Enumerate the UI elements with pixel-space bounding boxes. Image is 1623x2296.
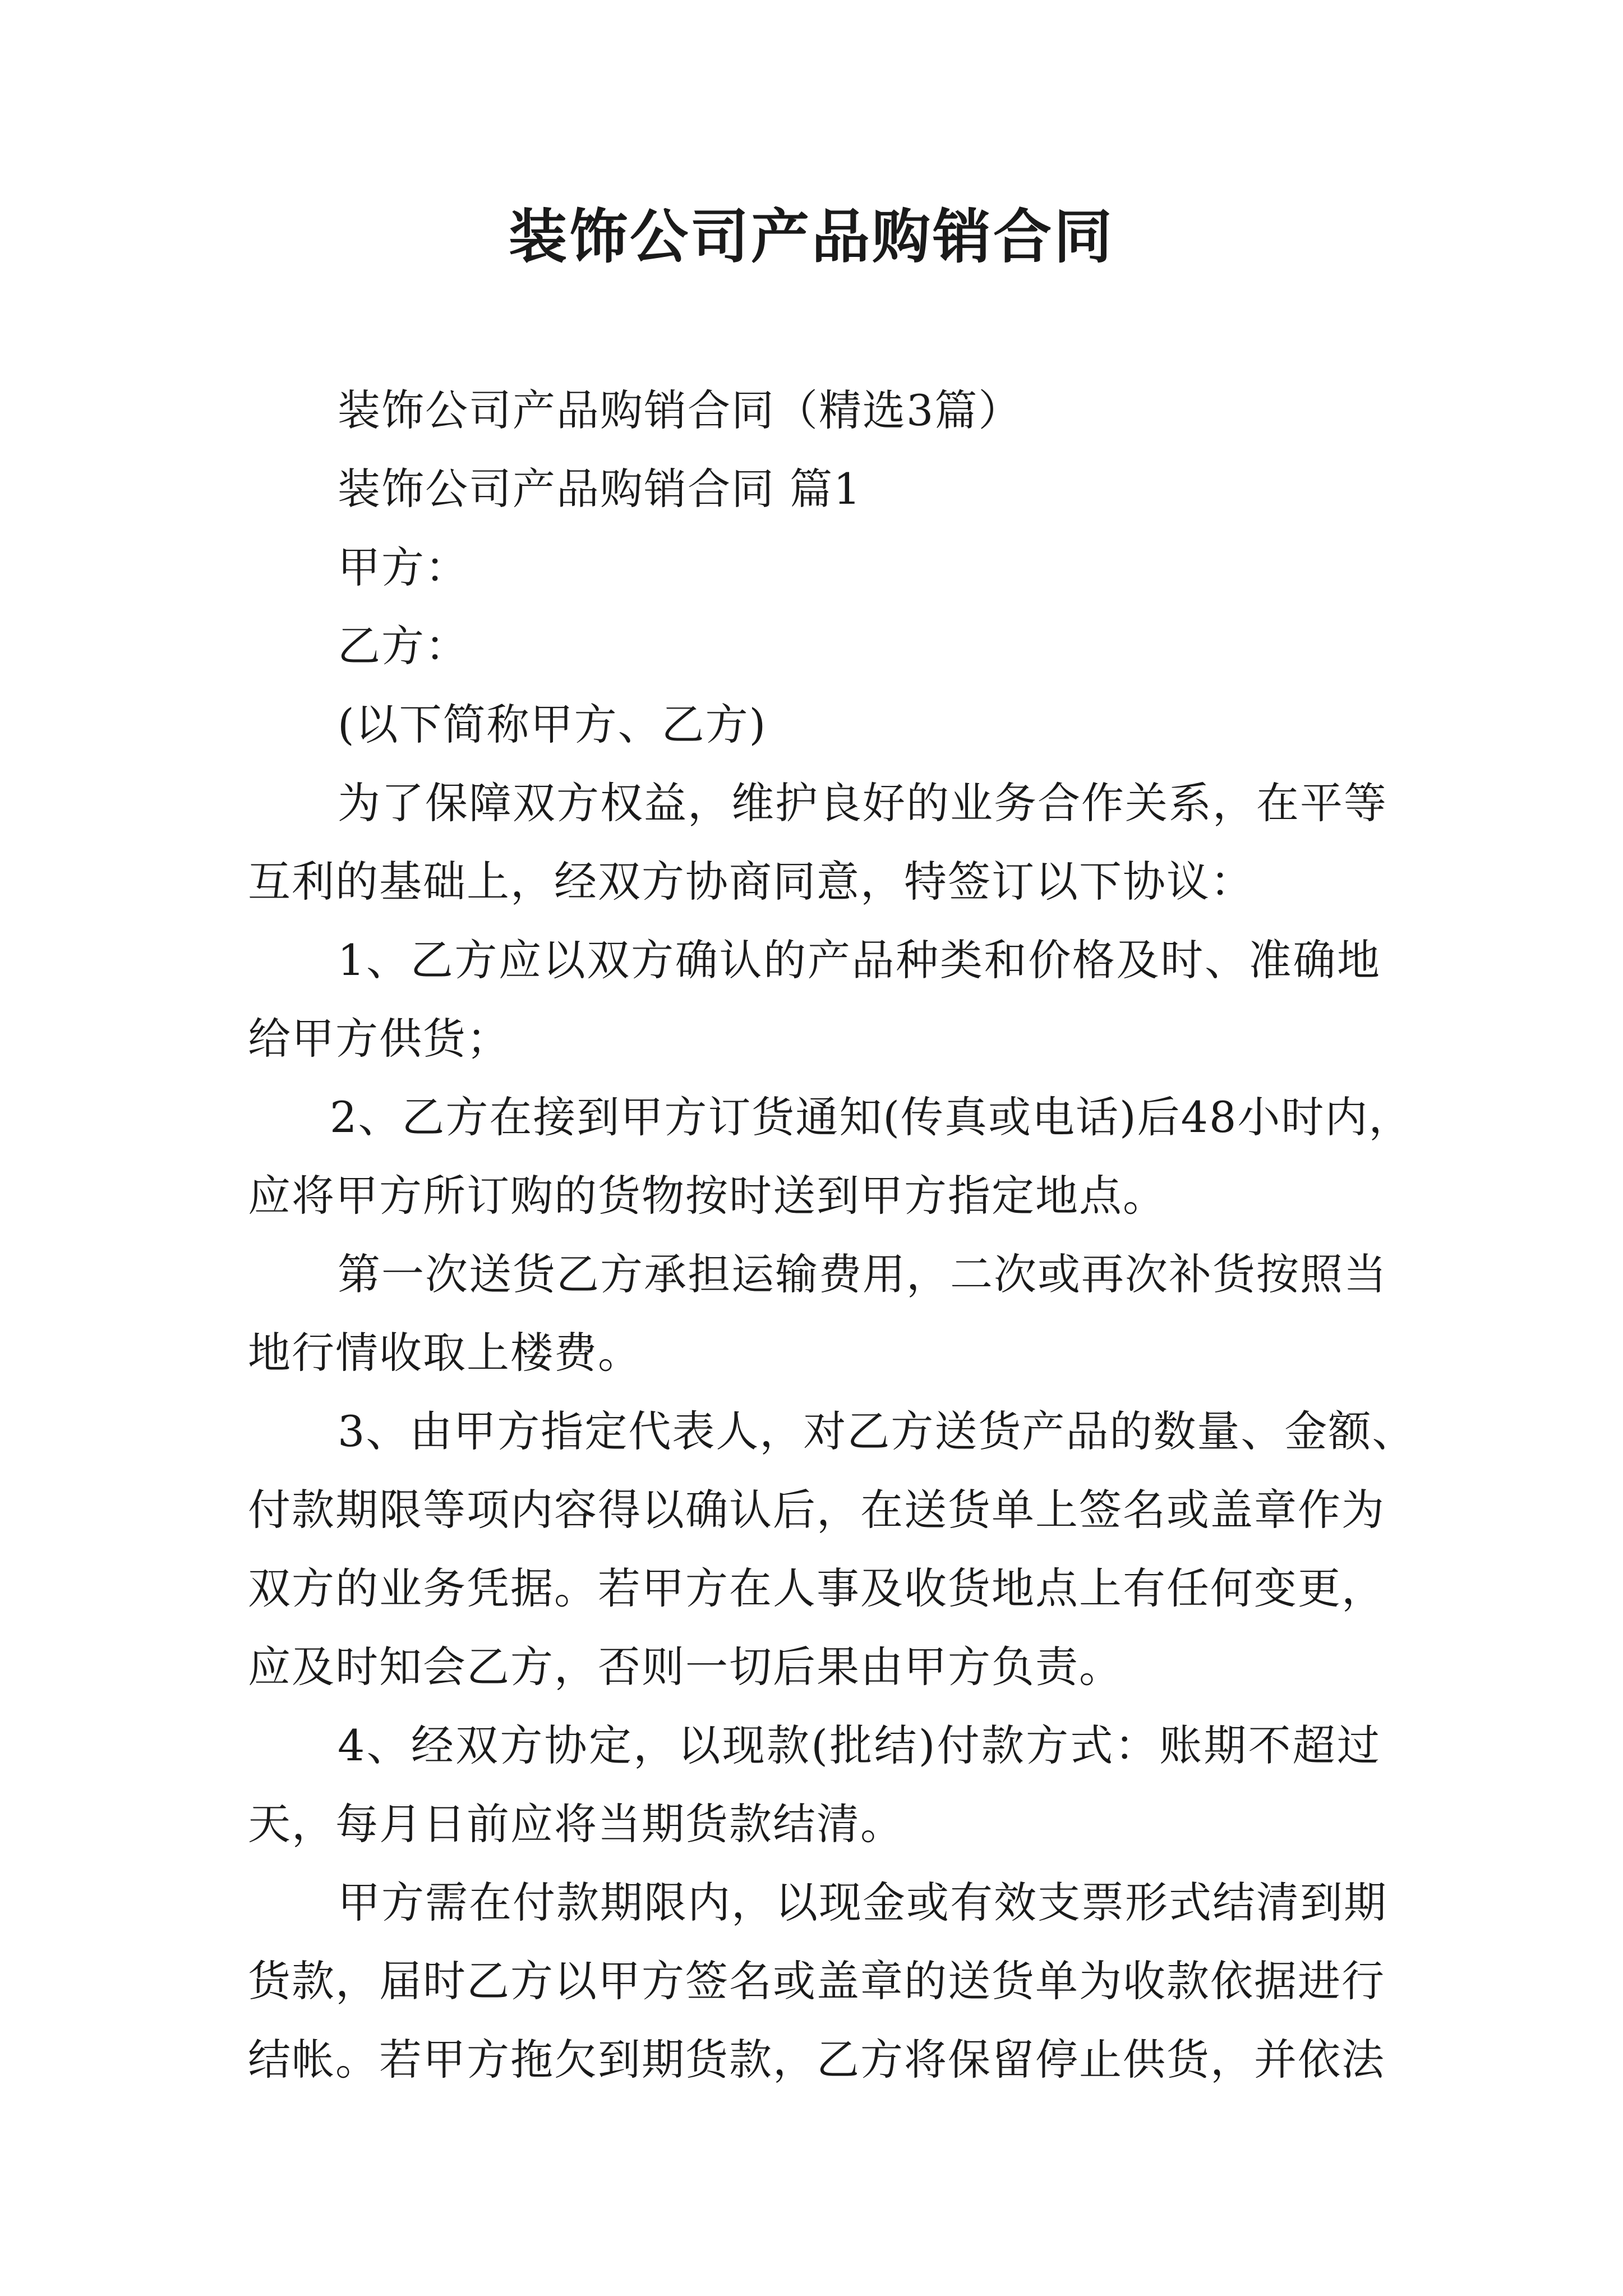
paragraph-line: 结帐。若甲方拖欠到期货款，乙方将保留停止供货，并依法	[248, 2035, 1385, 2085]
party-a-line: 甲方：	[338, 542, 469, 592]
document-title: 装饰公司产品购销合同	[508, 202, 1114, 271]
clause-3-line: 应及时知会乙方，否则一切后果由甲方负责。	[248, 1642, 1123, 1692]
paragraph-line: 货款，届时乙方以甲方签名或盖章的送货单为收款依据进行	[248, 1956, 1385, 2006]
clause-4-line: 4、经双方协定，以现款(批结)付款方式：账期不超过	[338, 1720, 1381, 1770]
clause-1-line: 1、乙方应以双方确认的产品种类和价格及时、准确地	[338, 935, 1381, 985]
section-heading: 装饰公司产品购销合同 篇1	[338, 464, 862, 514]
paragraph-line: 互利的基础上，经双方协商同意，特签订以下协议：	[248, 857, 1254, 907]
clause-4-line: 天，每月日前应将当期货款结清。	[248, 1799, 904, 1849]
clause-2-line: 应将甲方所订购的货物按时送到甲方指定地点。	[248, 1171, 1166, 1221]
clause-3-line: 3、由甲方指定代表人，对乙方送货产品的数量、金额、	[338, 1406, 1416, 1456]
clause-1-line: 给甲方供货；	[248, 1014, 510, 1064]
paragraph-line: 地行情收取上楼费。	[248, 1328, 642, 1378]
paragraph-line: 甲方需在付款期限内，以现金或有效支票形式结清到期	[338, 1878, 1387, 1927]
subtitle-line: 装饰公司产品购销合同（精选3篇）	[338, 385, 1022, 435]
clause-2-line: 2、乙方在接到甲方订货通知(传真或电话)后48小时内，	[330, 1092, 1413, 1142]
document-body	[248, 371, 1416, 2099]
clause-3-line: 双方的业务凭据。若甲方在人事及收货地点上有任何变更，	[248, 1563, 1385, 1613]
clause-3-line: 付款期限等项内容得以确认后，在送货单上签名或盖章作为	[248, 1485, 1385, 1535]
paragraph-line: 为了保障双方权益，维护良好的业务合作关系，在平等	[338, 778, 1387, 828]
paragraph-line: 第一次送货乙方承担运输费用，二次或再次补货按照当	[338, 1249, 1387, 1299]
abbreviation-note: (以下简称甲方、乙方)	[338, 700, 767, 749]
party-b-line: 乙方：	[338, 621, 469, 671]
